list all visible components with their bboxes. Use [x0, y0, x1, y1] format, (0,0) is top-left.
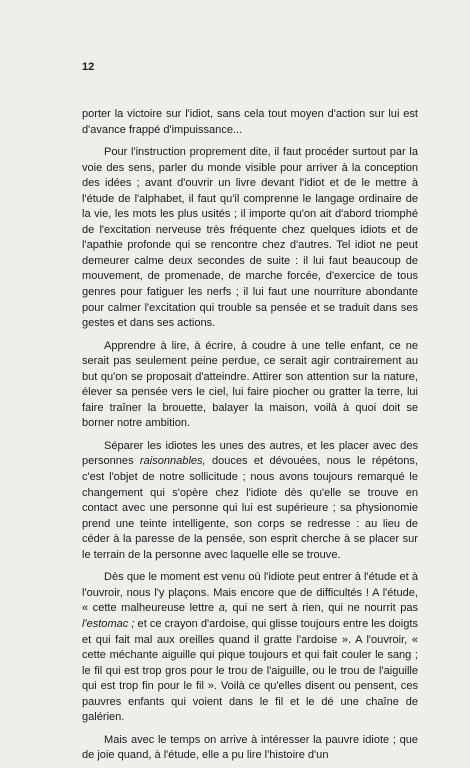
page-number: 12 — [82, 61, 95, 73]
paragraph — [82, 439, 418, 563]
text-run: porter la victoire sur l'idiot, sans cela tout moyen d'action sur lui est d'avance frappé d'impuissance... — [82, 108, 418, 136]
italic-text: a, — [218, 602, 228, 615]
text-run: douces et dévouées, nous le répétons, c'est l'objet de notre sollicitude ; nous avons toujours remarqué le changement qui s'opère chez l'idiote dès qu'elle se trouve en contact avec une personne qui lui est supérieure ; sa physionomie prend une teinte intelligente, son corps se redresse : au lieu de céder à la paresse de la pensée, son esprit cherche à se placer sur le terrain de la personne avec laquelle elle se trouve. — [82, 455, 418, 561]
paragraph — [82, 145, 418, 332]
body-text — [82, 107, 418, 764]
text-run: Séparer les idiotes les unes des autres, et les placer avec des personnes — [82, 439, 418, 468]
paragraph — [82, 107, 418, 138]
text-run: Pour l'instruction proprement dite, il faut procéder surtout par la voie des sens, parler du monde visible pour arriver à la conception des idées ; avant d'ouvrir un livre devant l'idiot et de le mettre à l'étude de l'alphabet, il faut qu'il comprenne le langage ordinaire de la vie, les mots les plus usités ; il importe qu'on ait d'abord triomphé de l'excitation nerveuse très fréquente chez quelques idiots et de l'apathie profonde qui se rencontre chez d'autres. Tel idiot ne peut demeurer calme deux secondes de suite : il lui faut beaucoup de mouvement, de promenade, de marche forcée, d'exercice de tous genres pour fatiguer les nerfs ; il lui faut une nourriture abondante pour calmer l'excitation qui trouble sa pensée et se traduit dans ses gestes et dans ses actions. — [82, 146, 418, 330]
italic-text: l'estomac ; — [82, 617, 135, 630]
text-run: qui ne sert à rien, qui ne nourrit pas — [227, 602, 418, 615]
text-run: et ce crayon d'ardoise, qui glisse toujours entre les doigts et qui fait mal aux oreilles quand il gratte l'ardoise ». A l'ouvroir, « cette méchante aiguille qui pique toujours et qui fait couler le sang ; le fil qui est trop gros pour le trou de l'aiguille, ou le trou de l'aiguille qui est trop fin pour le fil ». Voilà ce qu'elles disent ou pensent, ces pauvres enfants qui voient dans le fil et le dé une chaîne de galérien. — [82, 617, 418, 724]
text-run: Dès que le moment est venu où l'idiote peut entrer à l'étude et à l'ouvroir, nous l'y plaçons. Mais encore que de difficultés ! A l'étude, « cette malheureuse lettre — [82, 571, 418, 615]
paragraph — [82, 733, 418, 764]
text-run: Apprendre à lire, à écrire, à coudre à une telle enfant, ce ne serait pas seulement peine perdue, ce serait agir contrairement au but qu'on se proposait d'atteindre. Attirer son attention sur la nature, élever sa pensée vers le ciel, lui faire piocher ou gratter la terre, lui faire traîner la brouette, balayer la maison, voilà à quoi doit se borner notre ambition. — [82, 339, 418, 430]
paragraph — [82, 570, 418, 725]
text-run: Mais avec le temps on arrive à intéresser la pauvre idiote ; que de joie quand, à l'étude, elle a pu lire l'histoire d'un — [82, 733, 418, 762]
italic-text: raisonnables, — [139, 455, 206, 468]
paragraph — [82, 339, 418, 432]
